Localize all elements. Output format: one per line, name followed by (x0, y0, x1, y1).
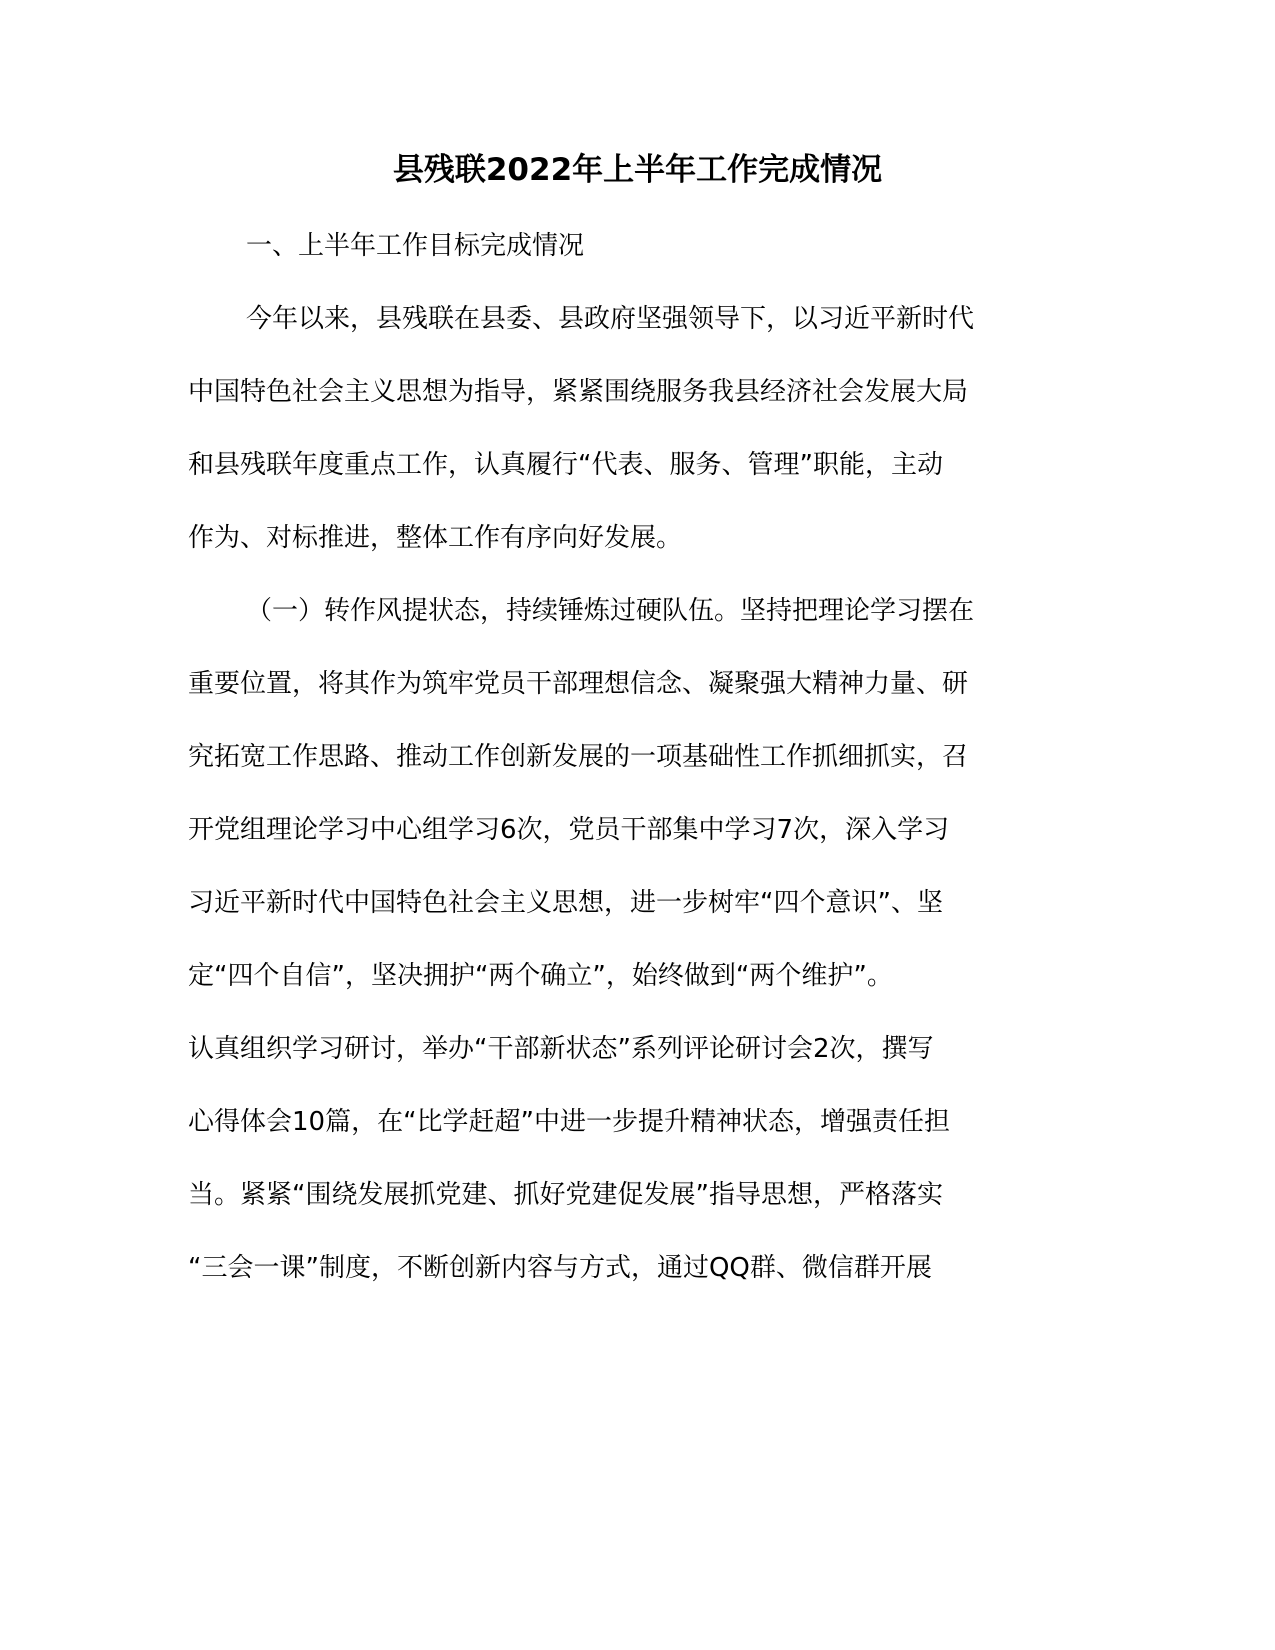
paragraph-line: 作为、对标推进，整体工作有序向好发展。 (188, 523, 683, 553)
section-heading: 一、上半年工作目标完成情况 (246, 231, 585, 261)
paragraph-line: 认真组织学习研讨，举办“干部新状态”系列评论研讨会2次，撰写 (188, 1034, 934, 1064)
paragraph-line: （一）转作风提状态，持续锤炼过硬队伍。坚持把理论学习摆在 (246, 596, 975, 626)
paragraph-line: “三会一课”制度，不断创新内容与方式，通过QQ群、微信群开展 (188, 1253, 932, 1283)
paragraph-line: 中国特色社会主义思想为指导，紧紧围绕服务我县经济社会发展大局 (188, 377, 969, 407)
paragraph-line: 今年以来，县残联在县委、县政府坚强领导下，以习近平新时代 (246, 304, 975, 334)
paragraph-line: 开党组理论学习中心组学习6次，党员干部集中学习7次，深入学习 (188, 815, 950, 845)
paragraph-line: 习近平新时代中国特色社会主义思想，进一步树牢“四个意识”、坚 (188, 888, 943, 918)
paragraph-line: 和县残联年度重点工作，认真履行“代表、服务、管理”职能，主动 (188, 450, 943, 480)
paragraph-line: 究拓宽工作思路、推动工作创新发展的一项基础性工作抓细抓实，召 (188, 742, 969, 772)
document-title: 县残联2022年上半年工作完成情况 (392, 152, 883, 188)
paragraph-line: 重要位置，将其作为筑牢党员干部理想信念、凝聚强大精神力量、研 (188, 669, 969, 699)
paragraph-line: 当。紧紧“围绕发展抓党建、抓好党建促发展”指导思想，严格落实 (188, 1180, 943, 1210)
paragraph-line: 定“四个自信”，坚决拥护“两个确立”，始终做到“两个维护”。 (188, 961, 893, 991)
paragraph-line: 心得体会10篇，在“比学赶超”中进一步提升精神状态，增强责任担 (188, 1107, 951, 1137)
